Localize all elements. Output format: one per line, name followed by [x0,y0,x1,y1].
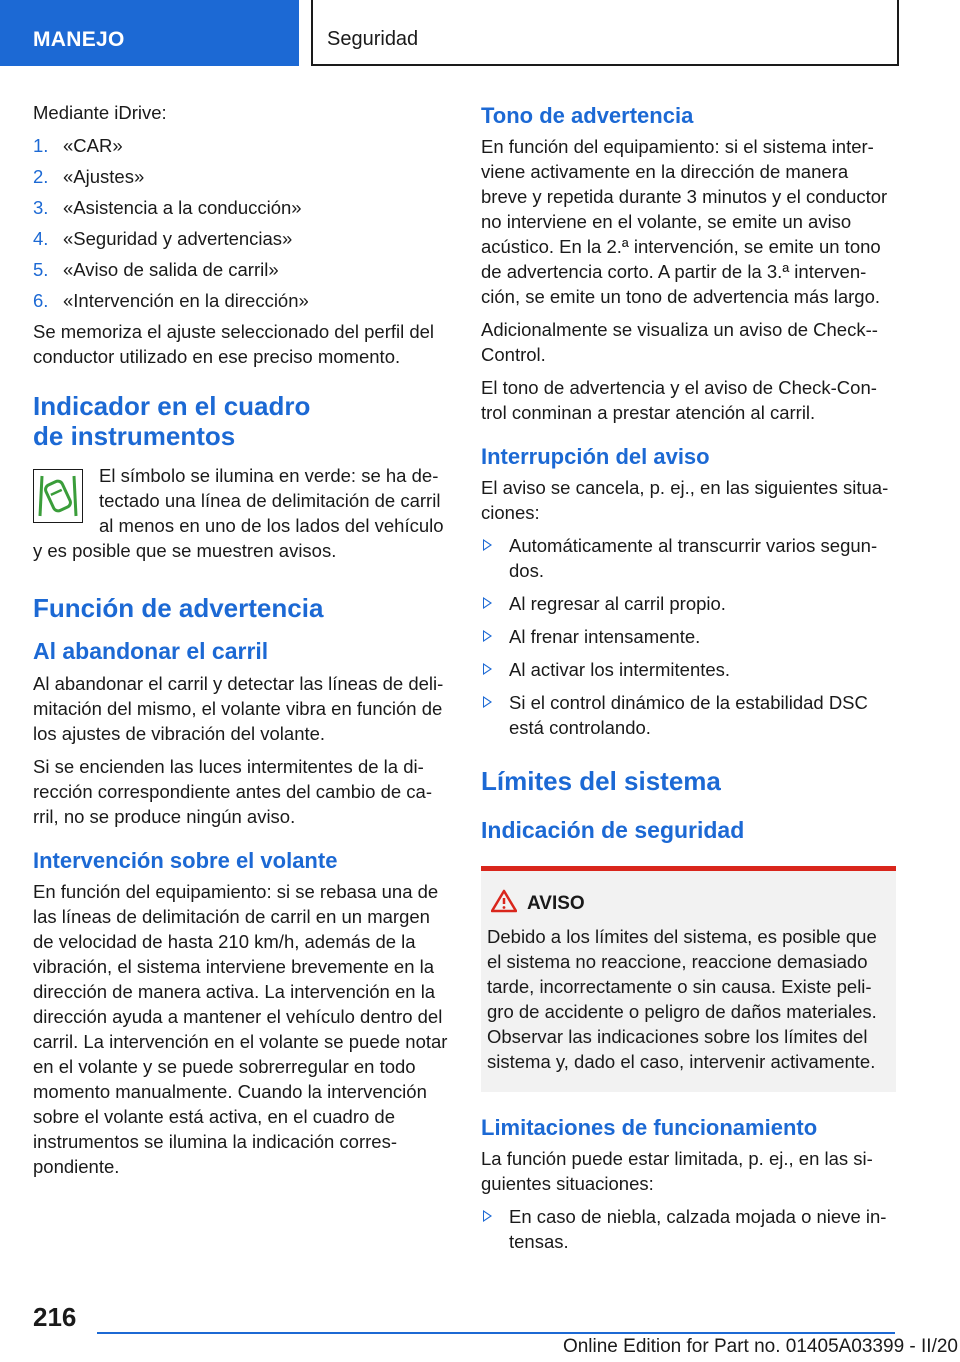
warning-title: AVISO [487,891,888,916]
list-item: Automáticamente al transcurrir varios segundos. [481,533,896,583]
footer-rule [97,1332,895,1334]
step-item: 5. «Aviso de salida de carril» [33,259,279,280]
limitations-list [481,1204,896,1254]
section-header [311,0,899,66]
chapter-label: MANEJO [33,28,125,51]
step-item: 4. «Seguridad y advertencias» [33,228,293,249]
lane-departure-icon [33,469,83,523]
step-item: 2. «Ajustes» [33,166,145,187]
idrive-intro: Mediante iDrive: [33,102,167,123]
tone-paragraph-3: El tono de advertencia y el aviso de Check-Control conminan a prestar atención al carril. [481,377,877,423]
bullet-triangle-icon [483,597,492,609]
idrive-steps [33,133,448,313]
chapter-tab [0,0,299,66]
step-item: 1. «CAR» [33,135,123,156]
interrupt-intro: El aviso se cancela, p. ej., en las siguientes situaciones: [481,477,889,523]
steering-heading: Intervención sobre el volante [33,848,338,873]
page-number: 216 [33,1302,77,1332]
indicator-text: El símbolo se ilumina en verde: se ha detectado una línea de delimitación de carril al menos en uno de los lados del vehículo y es posible que se muestren avisos. [33,465,444,561]
safety-heading: Indicación de seguridad [481,817,745,843]
step-item: 6. «Intervención en la dirección» [33,290,309,311]
steering-paragraph: En función del equipamiento: si se rebasa una de las líneas de delimitación de carril en un margen de velocidad de hasta 210 km/h, además de la vibración, el sistema interviene brevemente en la dirección de manera activa. La intervención en la dirección ayuda a mantener el vehículo dentro del carril. La intervención en el volante se puede notar en el volante y se puede sobrerregular en todo momento manualmente. Cuando la intervención sobre el volante está activa, en el cuadro de instrumentos se ilumina la indicación correspondiente. [33,881,448,1177]
interrupt-list [481,533,896,740]
memory-note: Se memoriza el ajuste seleccionado del perfil del conductor utilizado en ese preciso momento. [33,321,435,367]
leaving-lane-heading: Al abandonar el carril [33,638,269,664]
bullet-triangle-icon [483,630,492,642]
indicator-block [33,463,448,563]
section-title: Seguridad [327,28,419,50]
tone-paragraph-1: En función del equipamiento: si el sistema interviene activamente en la dirección de manera breve y repetida durante 3 minutos y el conductor no interviene en el volante, se emite un aviso acústico. En la 2.ª intervención, se emite un tono de advertencia corto. A partir de la 3.ª intervención, se emite un tono de advertencia más largo. [481,136,888,307]
tone-heading: Tono de advertencia [481,103,694,128]
list-item: Al frenar intensamente. [481,624,896,649]
leaving-paragraph-2: Si se encienden las luces intermitentes de la dirección correspondiente antes del cambio de carril, no se produce ningún aviso. [33,756,433,827]
warning-box [481,866,896,1092]
tone-paragraph-2: Adicionalmente se visualiza un aviso de Check-Control. [481,319,878,365]
function-heading: Función de advertencia [33,593,324,623]
limitations-heading: Limitaciones de funcionamiento [481,1115,818,1140]
warning-text: Debido a los límites del sistema, es posible que el sistema no reaccione, reaccione demasiado tarde, incorrectamente o sin causa. Existe peligro de accidente o peligro de daños materiales. Observar las indicaciones sobre los límites del sistema y, dado el caso, intervenir activamente. [487,926,877,1072]
limitations-intro: La función puede estar limitada, p. ej., en las siguientes situaciones: [481,1148,873,1194]
step-item: 3. «Asistencia a la conducción» [33,197,302,218]
warning-triangle-icon [491,889,517,913]
right-column [481,100,896,1262]
list-item: En caso de niebla, calzada mojada o nieve intensas. [481,1204,896,1254]
list-item: Si el control dinámico de la estabilidad DSC está controlando. [481,690,896,740]
edition-footer: Online Edition for Part no. 01405A03399 - II/20 [562,1336,958,1357]
limits-heading: Límites del sistema [481,766,721,796]
bullet-triangle-icon [483,663,492,675]
bullet-triangle-icon [483,1210,492,1222]
list-item: Al activar los intermitentes. [481,657,896,682]
interrupt-heading: Interrupción del aviso [481,444,710,469]
left-column [33,100,448,1187]
bullet-triangle-icon [483,696,492,708]
bullet-triangle-icon [483,539,492,551]
list-item: Al regresar al carril propio. [481,591,896,616]
indicator-heading: Indicador en el cuadro de instrumentos [33,391,311,451]
leaving-paragraph-1: Al abandonar el carril y detectar las líneas de delimitación del mismo, el volante vibra en función de los ajustes de vibración del volante. [33,673,444,744]
